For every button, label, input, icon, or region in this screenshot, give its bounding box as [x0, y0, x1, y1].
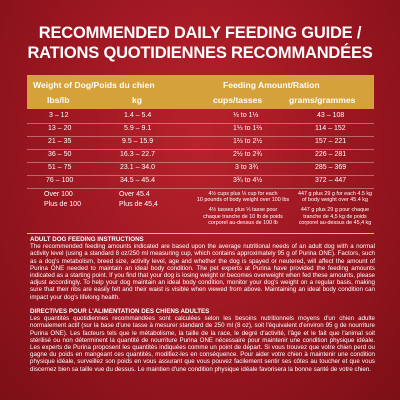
row-cups: 3 to 3¾	[235, 164, 259, 171]
table-row	[27, 151, 374, 163]
row-kg: 5.9 – 9.1	[124, 125, 152, 132]
table-row	[27, 164, 374, 176]
row-grams: 372 – 447	[315, 177, 347, 184]
over-kg-fr: Plus de 45,4	[119, 201, 158, 208]
row-cups: 3¾ to 4½	[233, 177, 263, 184]
instructions-english-title: ADULT DOG FEEDING INSTRUCTIONS	[30, 236, 144, 243]
row-kg: 34.5 – 45.4	[120, 177, 156, 184]
row-grams: 157 – 221	[315, 138, 347, 145]
weight-column-header: Weight of Dog/Poids du chien	[33, 80, 155, 90]
instructions-english-text: The recommended feeding amounts indicated are based upon the average nutritional needs of an adult dog with a normal activity level (using a standard 8 oz/250 ml measuring cup, which contains approximately 95 g of Purina ONE). Factors, such as a dog's metabolism, breed size, activity level, age and whether the dog is spayed or neutered, will affect the amount of Purina ONE needed to maintain an ideal body condition. The pet experts at Purina have provided the feeding amounts indicated as a starting point. If you find that your dog is losing weight or becomes overweight when fed these amounts, please adjust accordingly. To help your dog maintain an ideal body condition, monitor your dog's weight on a regular basis, making sure that their ribs are easily felt and their waist is visible when viewed from above. Maintaining an ideal body condition can impact your dog's lifelong health.	[30, 243, 375, 301]
row-divider	[27, 188, 374, 189]
over-lbs-fr: Plus de 100	[44, 201, 81, 208]
over-grams-note	[294, 191, 376, 226]
table-row	[27, 177, 374, 189]
table-header	[27, 75, 374, 109]
instructions-english	[30, 236, 375, 301]
grams-note-en-2: of body weight over 45.4 kg	[302, 197, 368, 204]
row-cups: 1⅓ to 1⅔	[233, 125, 263, 132]
row-grams: 285 – 369	[315, 164, 347, 171]
cups-note-en-1: 4½ cups plus ⅓ cup for each	[208, 191, 278, 197]
grams-column-header: grams/grammes	[289, 95, 356, 105]
instructions-french	[30, 308, 375, 373]
row-divider	[27, 162, 374, 163]
table-row	[27, 125, 374, 137]
cups-note-fr-3: corporel au-dessus de 100 lb	[208, 219, 278, 226]
row-lbs: 76 – 100	[46, 177, 74, 184]
table-row	[27, 138, 374, 150]
kg-column-header: kg	[132, 95, 143, 105]
grams-note-fr-3: corporel au-dessus de 45,4 kg	[298, 219, 372, 226]
lbs-column-header: lbs/lb	[47, 95, 70, 105]
grams-note-fr-2: tranche de 4,5 kg de poids	[303, 213, 367, 220]
row-lbs: 21 – 35	[48, 138, 72, 145]
amount-column-header: Feeding Amount/Ration	[223, 80, 320, 90]
row-kg: 9.5 – 15.9	[122, 138, 154, 145]
instructions-french-title: DIRECTIVES POUR L'ALIMENTATION DES CHIENS ADULTES	[30, 308, 210, 315]
cups-note-en-2: 10 pounds of body weight over 100 lbs	[196, 197, 290, 204]
title-french: RATIONS QUOTIDIENNES RECOMMANDÉES	[27, 44, 373, 62]
row-grams: 43 – 108	[317, 112, 345, 119]
row-divider	[27, 149, 374, 150]
cups-column-header: cups/tasses	[213, 95, 263, 105]
over-lbs-en: Over 100	[44, 191, 73, 198]
title-english: RECOMMENDED DAILY FEEDING GUIDE /	[38, 24, 362, 42]
cups-note-fr-1: 4½ tasses plus ⅓ tasse pour	[208, 207, 278, 214]
row-cups: 2½ to 2¾	[233, 151, 263, 158]
row-kg: 16.3 – 22.7	[120, 151, 156, 158]
grams-note-fr-1: 447 g plus 29 g pour chaque	[300, 207, 370, 214]
row-kg: 1.4 – 5.4	[124, 112, 152, 119]
feeding-table	[27, 75, 374, 233]
section-divider	[27, 233, 374, 234]
row-lbs: 3 – 12	[49, 112, 69, 119]
row-lbs: 51 – 75	[48, 164, 72, 171]
row-divider	[27, 136, 374, 137]
row-cups: 1⅔ to 2½	[233, 138, 263, 145]
row-grams: 226 – 281	[315, 151, 347, 158]
grams-note-en-1: 447 g plus 29 g for each 4.5 kg	[297, 191, 373, 197]
row-cups: ⅓ to 1⅓	[233, 112, 259, 119]
cups-note-fr-2: chaque tranche de 10 lb de poids	[203, 213, 283, 220]
over-kg-en: Over 45.4	[119, 191, 150, 198]
row-divider	[27, 123, 374, 124]
row-kg: 23.1 – 34.0	[120, 164, 156, 171]
row-lbs: 36 – 50	[48, 151, 72, 158]
instructions-french-text: Les quantités quotidiennes recommandées sont calculées selon les besoins nutritionnels moyens d'un chien adulte normalement actif (sur la base d'une tasse à mesurer standard de 250 ml (8 oz), soit l'équivalent d'environ 95 g de nourriture Purina ONE). Les facteurs tels que le métabolisme, la taille de la race, le degré d'activité, l'âge et le fait que l'animal soit stérilisé ou non déterminent la quantité de nourriture Purina ONE nécessaire pour maintenir une condition physique idéale. Les experts de Purina proposent les quantités indiquées comme un point de départ. Si vous trouvez que votre chien perd ou gagne du poids en mangeant ces quantités, modifiez-les en conséquence. Pour aider votre chien à maintenir une condition physique idéale, surveillez son poids en vous assurant que vous pouvez facilement sentir ses côtes au toucher et que vous discernez bien sa taille vue du dessus. Le maintien d'une condition physique idéale favorisera la bonne santé de votre chien.	[30, 315, 375, 373]
row-divider	[27, 175, 374, 176]
over-cups-note	[193, 191, 293, 226]
row-grams: 114 – 152	[315, 125, 346, 132]
table-row	[27, 112, 374, 124]
row-lbs: 13 – 20	[48, 125, 72, 132]
